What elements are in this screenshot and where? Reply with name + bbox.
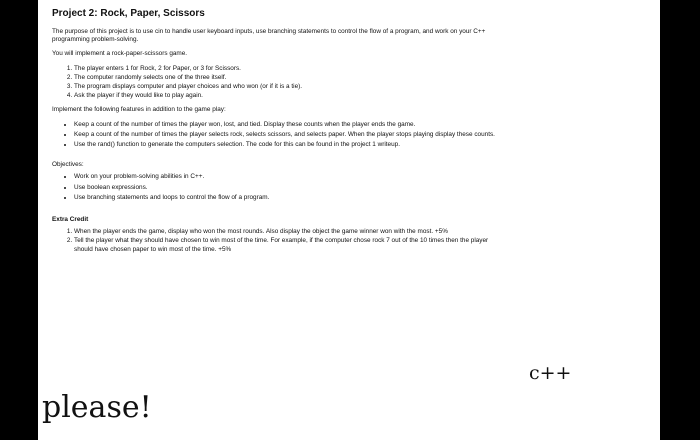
task-statement: You will implement a rock-paper-scissors game. — [52, 50, 188, 58]
page-title: Project 2: Rock, Paper, Scissors — [52, 8, 205, 19]
intro-paragraph: The purpose of this project is to use cin to handle user keyboard inputs, use branching statements to control the flow of a program, and work on your C++ programming problem-solving. — [52, 28, 486, 44]
list-item: • Use boolean expressions. — [74, 184, 507, 192]
objectives-heading: Objectives: — [52, 161, 84, 169]
list-item: 4. Ask the player if they would like to play again. — [74, 92, 507, 100]
list-item: • Keep a count of the number of times the player selects rock, selects scissors, and selects paper. When the player stops playing display these counts. — [74, 131, 507, 139]
features-heading: Implement the following features in addition to the game play: — [52, 106, 226, 114]
handwritten-language-note: c++ — [529, 362, 572, 384]
list-item: • Use branching statements and loops to control the flow of a program. — [74, 194, 507, 202]
list-item: • Work on your problem-solving abilities in C++. — [74, 173, 507, 181]
document-page — [38, 0, 660, 440]
list-item: 1. The player enters 1 for Rock, 2 for Paper, or 3 for Scissors. — [74, 65, 507, 73]
list-item: • Keep a count of the number of times the player won, lost, and tied. Display these counts when the player ends the game. — [74, 121, 507, 129]
list-item: • Use the rand() function to generate the computers selection. The code for this can be found in the project 1 writeup. — [74, 141, 507, 149]
objectives-list — [52, 173, 507, 202]
extra-credit-list — [52, 228, 507, 254]
handwritten-request-note: please! — [42, 390, 152, 425]
extra-credit-heading: Extra Credit — [52, 216, 89, 224]
list-item: 3. The program displays computer and player choices and who won (or if it is a tie). — [74, 83, 507, 91]
list-item: 2. The computer randomly selects one of the three itself. — [74, 74, 507, 82]
list-item: 2. Tell the player what they should have chosen to win most of the time. For example, if the computer chose rock 7 out of the 10 times then the player should have chosen paper to win most of the time. +5% — [74, 237, 507, 253]
features-list — [52, 121, 507, 150]
steps-list — [52, 65, 507, 101]
list-item: 1. When the player ends the game, display who won the most rounds. Also display the object the game winner won with the most. +5% — [74, 228, 507, 236]
assignment-text — [52, 8, 507, 260]
